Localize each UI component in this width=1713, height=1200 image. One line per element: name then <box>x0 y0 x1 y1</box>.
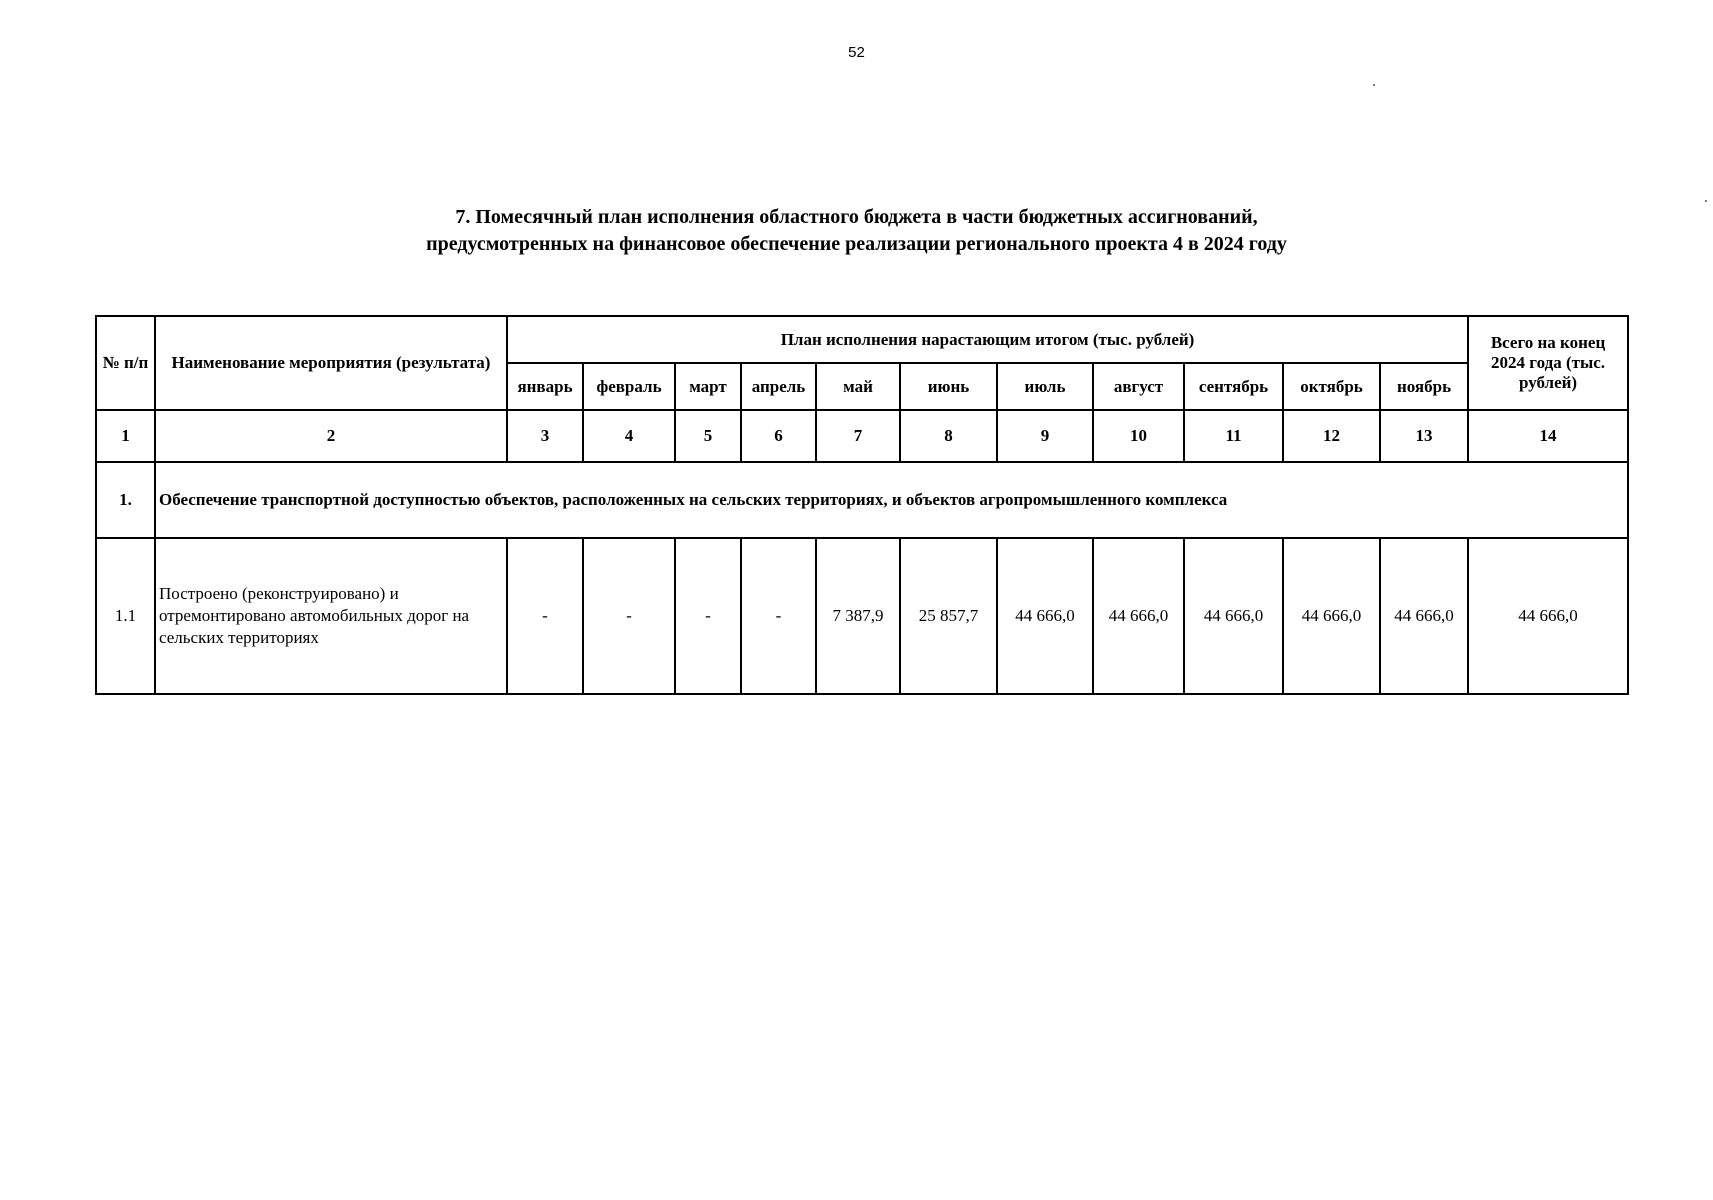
page-number: 52 <box>848 44 865 61</box>
column-index: 14 <box>1468 410 1628 462</box>
row-value-month: 7 387,9 <box>816 538 900 694</box>
header-month: ноябрь <box>1380 363 1468 410</box>
column-index: 12 <box>1283 410 1380 462</box>
column-index: 1 <box>96 410 155 462</box>
header-month: апрель <box>741 363 816 410</box>
column-index: 10 <box>1093 410 1184 462</box>
row-value-month: 44 666,0 <box>997 538 1093 694</box>
column-index: 13 <box>1380 410 1468 462</box>
row-value-month: 44 666,0 <box>1283 538 1380 694</box>
header-month: октябрь <box>1283 363 1380 410</box>
title-line-1: 7. Помесячный план исполнения областного бюджета в части бюджетных ассигнований, <box>455 206 1258 228</box>
row-name: Построено (реконструировано) и отремонтировано автомобильных дорог на сельских территориях <box>155 538 507 694</box>
column-index-row <box>96 410 1628 462</box>
document-title <box>0 204 1713 258</box>
scan-speck <box>1373 84 1375 86</box>
column-index: 11 <box>1184 410 1283 462</box>
section-number: 1. <box>96 462 155 538</box>
column-index: 4 <box>583 410 675 462</box>
header-month: март <box>675 363 741 410</box>
header-month: август <box>1093 363 1184 410</box>
header-total: Всего на конец 2024 года (тыс. рублей) <box>1468 316 1628 410</box>
row-value-month: - <box>583 538 675 694</box>
row-value-month: 44 666,0 <box>1380 538 1468 694</box>
row-value-month: 44 666,0 <box>1184 538 1283 694</box>
column-index: 7 <box>816 410 900 462</box>
column-index: 3 <box>507 410 583 462</box>
budget-plan-table <box>95 315 1629 695</box>
header-row-top <box>96 316 1628 363</box>
column-index: 5 <box>675 410 741 462</box>
column-index: 8 <box>900 410 997 462</box>
header-month: май <box>816 363 900 410</box>
header-month: июнь <box>900 363 997 410</box>
row-value-month: - <box>675 538 741 694</box>
header-plan: План исполнения нарастающим итогом (тыс. рублей) <box>507 316 1468 363</box>
section-row <box>96 462 1628 538</box>
section-title: Обеспечение транспортной доступностью объектов, расположенных на сельских территориях, и объектов агропромышленного комплекса <box>155 462 1628 538</box>
title-line-2: предусмотренных на финансовое обеспечение реализации регионального проекта 4 в 2024 году <box>426 233 1287 255</box>
header-month: июль <box>997 363 1093 410</box>
row-value-month: - <box>741 538 816 694</box>
header-month: сентябрь <box>1184 363 1283 410</box>
row-value-month: 25 857,7 <box>900 538 997 694</box>
header-month: январь <box>507 363 583 410</box>
row-value-month: - <box>507 538 583 694</box>
row-total: 44 666,0 <box>1468 538 1628 694</box>
row-number: 1.1 <box>96 538 155 694</box>
header-name: Наименование мероприятия (результата) <box>155 316 507 410</box>
row-value-month: 44 666,0 <box>1093 538 1184 694</box>
column-index: 2 <box>155 410 507 462</box>
header-month: февраль <box>583 363 675 410</box>
header-num: № п/п <box>96 316 155 410</box>
scan-speck <box>1705 200 1707 202</box>
table-row <box>96 538 1628 694</box>
column-index: 9 <box>997 410 1093 462</box>
column-index: 6 <box>741 410 816 462</box>
